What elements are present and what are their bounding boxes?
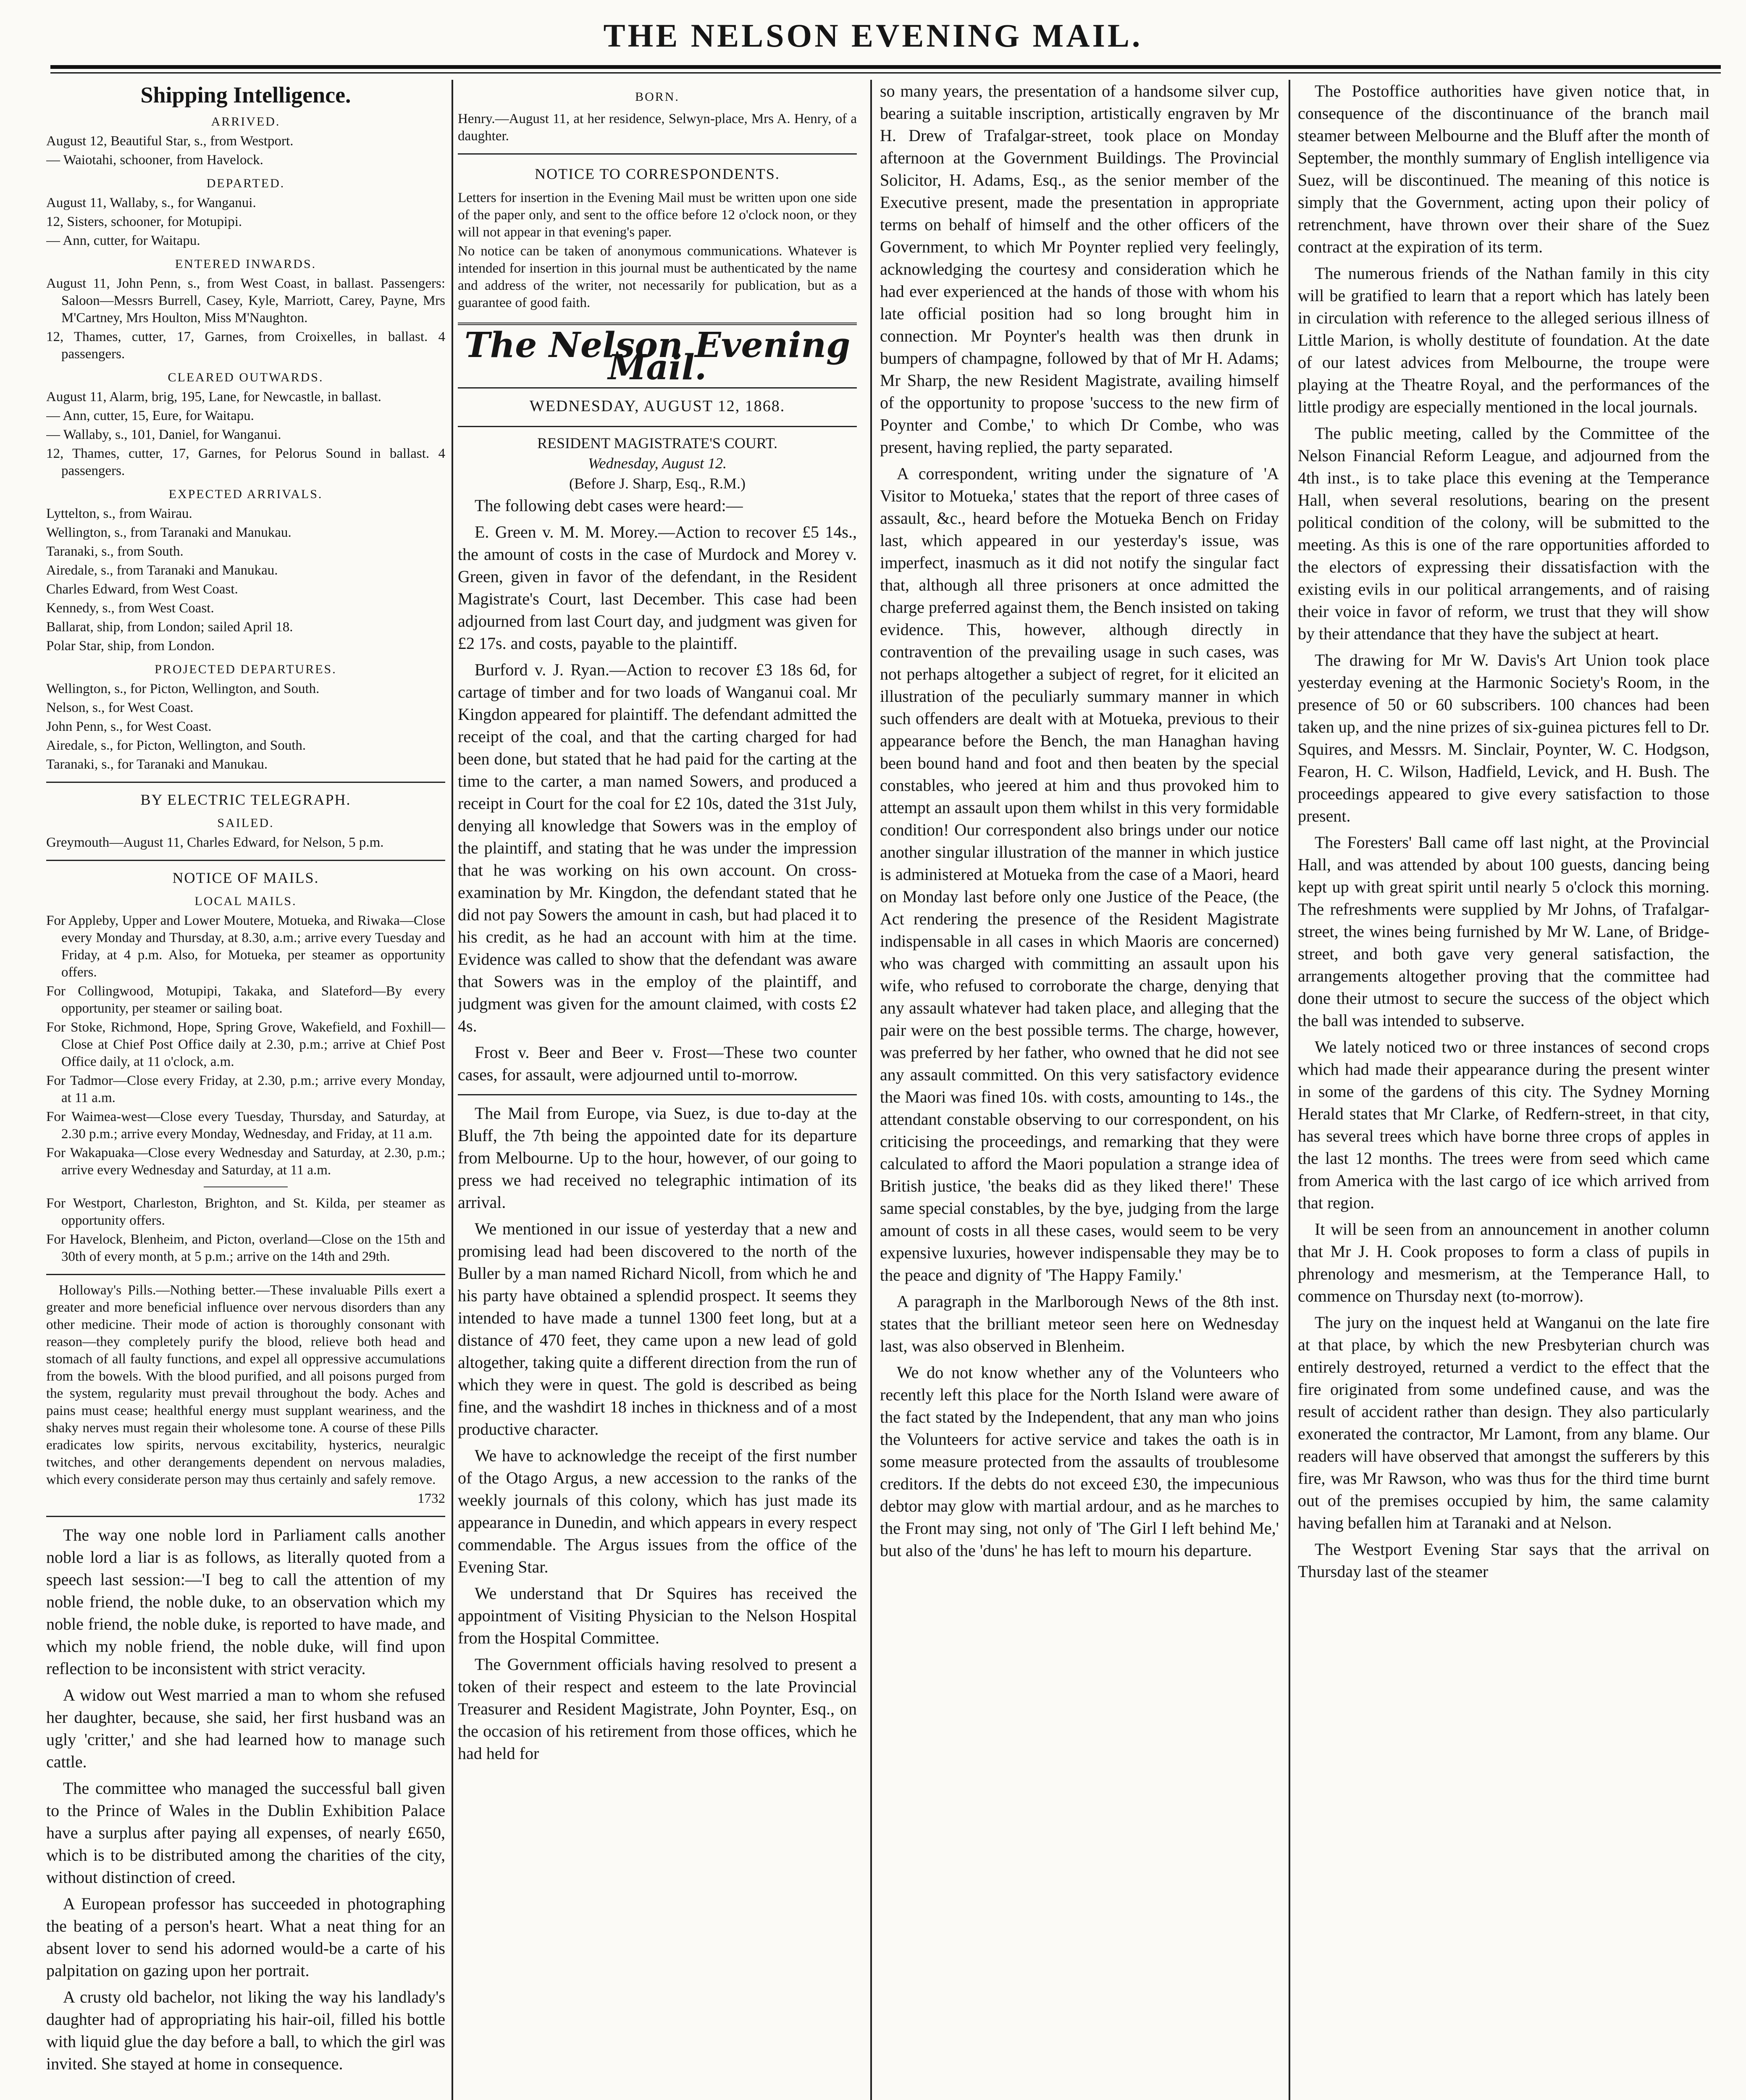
paragraph: E. Green v. M. M. Morey.—Action to recover £5 14s., the amount of costs in the case of Murdock and Morey v. Green, given in favor of the defendant, in the Resident Magistrate's Court, last December. This case had been adjourned from last Court day, and judgment was given for £2 17s. and costs, payable to the plaintiff. bbox=[458, 522, 857, 653]
list-item: Wellington, s., for Picton, Wellington, and South. bbox=[46, 681, 320, 696]
list-item: Taranaki, s., for Taranaki and Manukau. bbox=[46, 757, 268, 772]
paragraph: We mentioned in our issue of yesterday that a new and promising lead had been discovered to the north of the Buller by a man named Richard Nicoll, from which he and his party have obtained a splendid prospect. It seems they intended to have made a tunnel 1300 feet long, but at a distance of 470 feet, they came upon a new lead of gold altogether, taking quite a different direction from the run of which they were in quest. The gold is described as being fine, and the washdirt 18 inches in thickness and of a most productive character. bbox=[458, 1219, 857, 1438]
paragraph: The following debt cases were heard:— bbox=[475, 496, 743, 515]
list-item: Greymouth—August 11, Charles Edward, for Nelson, 5 p.m. bbox=[46, 835, 384, 850]
list-item: Charles Edward, from West Coast. bbox=[46, 582, 238, 597]
list-item: Nelson, s., for West Coast. bbox=[46, 700, 194, 715]
paragraph: Henry.—August 11, at her residence, Selwyn-place, Mrs A. Henry, of a daughter. bbox=[458, 111, 857, 144]
paragraph: A paragraph in the Marlborough News of the 8th inst. states that the brilliant meteor seen here on Wednesday last, was also observed in Blenheim. bbox=[880, 1292, 1279, 1355]
list-item: August 11, Wallaby, s., for Wanganui. bbox=[46, 195, 256, 210]
projected-heading: PROJECTED DEPARTURES. bbox=[155, 662, 337, 676]
paragraph: The Westport Evening Star says that the arrival on Thursday last of the steamer bbox=[1298, 1540, 1709, 1581]
paragraph: We understand that Dr Squires has received the appointment of Visiting Physician to the Nelson Hospital from the Hospital Committee. bbox=[458, 1584, 857, 1647]
list-item: For Westport, Charleston, Brighton, and St. Kilda, per steamer as opportunity offers. bbox=[46, 1196, 445, 1228]
column-divider bbox=[870, 80, 872, 2100]
list-item: Kennedy, s., from West Coast. bbox=[46, 601, 214, 616]
list-item: 12, Thames, cutter, 17, Garnes, for Pelorus Sound in ballast. 4 passengers. bbox=[46, 446, 445, 478]
list-item: 12, Sisters, schooner, for Motupipi. bbox=[46, 214, 242, 229]
list-item: August 11, John Penn, s., from West Coast, in ballast. Passengers: Saloon—Messrs Burrell, Casey, Kyle, Marriott, Carey, Payne, Mrs M'Cartney, Mrs Houlton, Miss M'Naughton. bbox=[46, 276, 445, 326]
list-item: Lyttelton, s., from Wairau. bbox=[46, 506, 192, 521]
paragraph: The numerous friends of the Nathan family in this city will be gratified to learn that a report which has lately been in circulation with reference to the alleged serious illness of Little Marion, is wholly destitute of foundation. At the date of our latest advices from Melbourne, the troupe were playing at the Theatre Royal, and the performances of the little prodigy are especially mentioned in the local journals. bbox=[1298, 264, 1709, 416]
paragraph: The drawing for Mr W. Davis's Art Union took place yesterday evening at the Harmonic Society's Room, in the presence of 50 or 60 subscribers. 100 chances had been taken up, and the nine prizes of six-guinea pictures fell to Dr. Squires, and Messrs. M. Sinclair, Poynter, W. C. Hodgson, Fearon, H. C. Wilson, Hadfield, Levick, and H. Bush. The proceedings appeared to give every satisfaction to those present. bbox=[1298, 651, 1709, 825]
correspondents-notice bbox=[458, 189, 857, 312]
list-item: — Waiotahi, schooner, from Havelock. bbox=[46, 152, 263, 168]
mails-heading: NOTICE OF MAILS. bbox=[172, 869, 319, 886]
divider bbox=[46, 860, 445, 861]
paragraph: It will be seen from an announcement in another column that Mr J. H. Cook proposes to form a class of pupils in phrenology and mesmerism, at the Temperance Hall, to commence on Thursday next (to-morrow). bbox=[1298, 1220, 1709, 1305]
list-item: Taranaki, s., from South. bbox=[46, 544, 184, 559]
list-item: August 12, Beautiful Star, s., from Westport. bbox=[46, 134, 294, 149]
list-item: For Collingwood, Motupipi, Takaka, and Slateford—By every opportunity, per steamer or sailing boat. bbox=[46, 984, 445, 1016]
paragraph: The Mail from Europe, via Suez, is due to-day at the Bluff, the 7th being the appointed date for its departure from Melbourne. Up to the hour, however, of our going to press we had received no telegraphic intimation of its arrival. bbox=[458, 1104, 857, 1212]
local-mails-heading: LOCAL MAILS. bbox=[194, 894, 297, 908]
list-item: For Havelock, Blenheim, and Picton, overland—Close on the 15th and 30th of every month, at 5 p.m.; arrive on the 14th and 29th. bbox=[46, 1232, 445, 1264]
list-item: — Wallaby, s., 101, Daniel, for Wanganui. bbox=[46, 427, 281, 442]
divider bbox=[204, 1186, 288, 1187]
column-divider bbox=[1289, 80, 1290, 2100]
paragraph: The jury on the inquest held at Wanganui on the late fire at that place, by which the new Presbyterian church was entirely destroyed, returned a verdict to the effect that the fire originated from some undefined cause, and was the result of accident rather than design. They also particularly exonerated the contractor, Mr Lamont, from any blame. Our readers will have observed that amongst the sufferers by this fire, was Mr Rawson, who was thus for the third time burnt out of the premises occupied by him, the same calamity having befallen him at Taranaki and at Nelson. bbox=[1298, 1313, 1709, 1532]
divider bbox=[46, 1516, 445, 1517]
column-2 bbox=[458, 80, 857, 2100]
entered-heading: ENTERED INWARDS. bbox=[175, 257, 317, 271]
list-item: — Ann, cutter, 15, Eure, for Waitapu. bbox=[46, 408, 254, 423]
column-3 bbox=[880, 80, 1279, 2100]
list-item: 12, Thames, cutter, 17, Garnes, from Croixelles, in ballast. 4 passengers. bbox=[46, 329, 445, 362]
column-4 bbox=[1298, 80, 1709, 2100]
nameplate: The Nelson Evening Mail. bbox=[464, 325, 851, 388]
paragraph: so many years, the presentation of a handsome silver cup, bearing a suitable inscription, artistically engraven by Mr H. Drew of Trafalgar-street, took place on Monday afternoon at the Government Buildings. The Provincial Solicitor, H. Adams, Esq., as the senior member of the Executive present, made the presentation in appropriate terms on behalf of himself and the other officers of the Government, to which Mr Poynter replied very feelingly, acknowledging the courtesy and consideration which he had ever experienced at the hands of those with whom his late official position had so long brought him in connection. Mr Poynter's health was then drunk in bumpers of champagne, followed by that of Mr H. Adams; Mr Sharp, the new Resident Magistrate, availing himself of the opportunity to propose 'success to the new firm of Poynter and Combe,' to which Dr Combe, who was present, having replied, the party separated. bbox=[880, 81, 1279, 457]
paragraph: The Government officials having resolved to present a token of their respect and esteem to the late Provincial Treasurer and Resident Magistrate, John Poynter, Esq., on the occasion of his retirement from those offices, which he had held for bbox=[458, 1655, 857, 1763]
departed-heading: DEPARTED. bbox=[206, 176, 285, 190]
shipping-heading: Shipping Intelligence. bbox=[140, 82, 351, 108]
masthead-rule-thin bbox=[50, 72, 1721, 74]
list-item: — Ann, cutter, for Waitapu. bbox=[46, 233, 200, 248]
list-item: For Tadmor—Close every Friday, at 2.30, p.m.; arrive every Monday, at 11 a.m. bbox=[46, 1073, 445, 1105]
telegraph-heading: BY ELECTRIC TELEGRAPH. bbox=[140, 791, 351, 808]
shipping-list bbox=[46, 113, 445, 1507]
masthead: THE NELSON EVENING MAIL. bbox=[603, 17, 1143, 54]
paragraph: The way one noble lord in Parliament calls another noble lord a liar is as follows, as literally quoted from a speech last session:—'I beg to call the attention of my noble friend, the noble duke, to an observation which my noble friend, the noble duke, is reported to have made, and which my noble friend, the noble duke, will find upon reflection to be inconsistent with strict veracity. bbox=[46, 1525, 445, 1678]
list-item: For Stoke, Richmond, Hope, Spring Grove, Wakefield, and Foxhill—Close at Chief Post Office daily at 2.30, p.m.; arrive at Chief Post Office daily, at 11 o'clock, a.m. bbox=[46, 1020, 445, 1069]
holloway-advert: Holloway's Pills.—Nothing better.—These invaluable Pills exert a greater and more beneficial influence over nervous disorders than any other medicine. Their mode of action is thoroughly consonant with reason—they completely purify the blood, relieve both head and stomach of all faulty functions, and expel all oppressive accumulations from the bowels. With the blood purified, and all poisons purged from the system, regularity must prevail throughout the body. Aches and pains must cease; healthful energy must supplant weariness, and the shaky nerves must regain their wholesome tone. A course of these Pills eradicates low spirits, nervous excitability, hysterics, neuralgic twitches, and other derangements dependent on nervous maladies, which every considerate person may thus certainly and safely remove. bbox=[46, 1283, 445, 1487]
list-item: For Wakapuaka—Close every Wednesday and Saturday, at 2.30, p.m.; arrive every Wednesday and Saturday, at 11 a.m. bbox=[46, 1145, 445, 1178]
paragraph: We lately noticed two or three instances of second crops which had made their appearance during the present winter in some of the gardens of this city. The Sydney Morning Herald states that Mr Clarke, of Redfern-street, in that city, has several trees which have borne three crops of apples in the last 12 months. The trees were from seed which came from America with the last cargo of ice which arrived from that region. bbox=[1298, 1037, 1709, 1212]
list-item: Ballarat, ship, from London; sailed April 18. bbox=[46, 620, 293, 635]
list-item: For Appleby, Upper and Lower Moutere, Motueka, and Riwaka—Close every Monday and Thursday, at 8.30, a.m.; arrive every Tuesday and Friday, at 4 p.m. Also, for Motueka, per steamer as opportunity offers. bbox=[46, 913, 445, 980]
divider bbox=[46, 782, 445, 783]
court-before: (Before J. Sharp, Esq., R.M.) bbox=[569, 475, 746, 492]
expected-heading: EXPECTED ARRIVALS. bbox=[168, 487, 323, 501]
column-1 bbox=[46, 80, 445, 2100]
list-item: Airedale, s., from Taranaki and Manukau. bbox=[46, 563, 278, 578]
list-item: Airedale, s., for Picton, Wellington, and South. bbox=[46, 738, 306, 753]
paragraph: We have to acknowledge the receipt of the first number of the Otago Argus, a new accession to the ranks of the weekly journals of this colony, which has just made its appearance in Dunedin, and which appears in every respect commendable. The Argus issues from the office of the Evening Star. bbox=[458, 1446, 857, 1576]
correspondents-heading: NOTICE TO CORRESPONDENTS. bbox=[535, 165, 780, 182]
list-item: August 11, Alarm, brig, 195, Lane, for Newcastle, in ballast. bbox=[46, 389, 381, 404]
paragraph: The committee who managed the successful ball given to the Prince of Wales in the Dublin Exhibition Palace have a surplus after paying all expenses, of nearly £650, which is to be distributed among the charities of the city, without distinction of creed. bbox=[46, 1779, 445, 1887]
divider bbox=[458, 153, 857, 155]
divider bbox=[46, 1274, 445, 1275]
list-item: For Waimea-west—Close every Tuesday, Thursday, and Saturday, at 2.30 p.m.; arrive every Monday, Wednesday, and Friday, at 11 a.m. bbox=[46, 1109, 445, 1142]
list-item: Polar Star, ship, from London. bbox=[46, 638, 215, 654]
court-date: Wednesday, August 12. bbox=[588, 455, 727, 472]
paragraph: A widow out West married a man to whom she refused her daughter, because, she said, her first husband was an ugly 'critter,' and she had learned how to manage such cattle. bbox=[46, 1685, 445, 1771]
paragraph: A crusty old bachelor, not liking the way his landlady's daughter had of appropriating his hair-oil, filled his bottle with liquid glue the day before a ball, to which the girl was invited. She stayed at home in consequence. bbox=[46, 1987, 445, 2073]
paragraph: Letters for insertion in the Evening Mail must be written upon one side of the paper only, and sent to the office before 12 o'clock noon, or they will not appear in that evening's paper. bbox=[458, 190, 857, 240]
issue-date: WEDNESDAY, AUGUST 12, 1868. bbox=[529, 397, 785, 415]
advert-number: 1732 bbox=[417, 1491, 445, 1506]
court-heading: RESIDENT MAGISTRATE'S COURT. bbox=[537, 435, 778, 452]
paragraph: The public meeting, called by the Committee of the Nelson Financial Reform League, and adjourned from the 4th inst., is to take place this evening at the Temperance Hall, when several resolutions, bearing on the present political condition of the colony, will be submitted to the meeting. As this is one of the rare opportunities afforded to the electors of expressing their dissatisfaction with the existing evils in our political arrangements, and of raising their voice in favor of reform, we trust that they will show by their attendance that they have the subject at heart. bbox=[1298, 424, 1709, 643]
paragraph: A European professor has succeeded in photographing the beating of a person's heart. What a neat thing for an absent lover to send his adorned would-be a carte of his palpitation on gazing upon her portrait. bbox=[46, 1894, 445, 1980]
divider bbox=[458, 426, 857, 427]
column-divider bbox=[452, 80, 453, 2100]
paragraph: The Postoffice authorities have given notice that, in consequence of the discontinuance of the branch mail steamer between Melbourne and the Bluff after the month of September, the monthly summary of English intelligence via Suez, will be discontinued. The meaning of this notice is simply that the Government, acting upon their policy of retrenchment, have thrown over their share of the Suez contract at the expiration of its term. bbox=[1298, 81, 1709, 256]
list-item: John Penn, s., for West Coast. bbox=[46, 719, 212, 734]
paragraph: No notice can be taken of anonymous communications. Whatever is intended for insertion in this journal must be authenticated by the name and address of the writer, not necessarily for publication, but as a guarantee of good faith. bbox=[458, 244, 857, 310]
paragraph: Frost v. Beer and Beer v. Frost—These two counter cases, for assault, were adjourned until to-morrow. bbox=[458, 1043, 857, 1084]
born-notice bbox=[458, 110, 857, 145]
divider bbox=[458, 1094, 857, 1095]
paragraph: Burford v. J. Ryan.—Action to recover £3 18s 6d, for cartage of timber and for two loads of Wanganui coal. Mr Kingdon appeared for plaintiff. The defendant admitted the receipt of the coal, and that the carting charged for had been done, but stated that he had paid for the carting at the time to the carter, a man named Sowers, and produced a receipt in Court for the coal for £2 10s, dated the 31st July, denying all knowledge that Sowers was in the employ of the plaintiff, and stating that he was under the impression that he was working on his own account. On cross-examination by Mr. Kingdon, the defendant stated that he did not pay Sowers the amount in cash, but had placed it to his credit, as he had an account with him at the time. Evidence was called to show that the defendant was aware that Sowers was in the employ of the plaintiff, and judgment was given for the amount claimed, with costs £2 4s. bbox=[458, 660, 857, 1035]
cleared-heading: CLEARED OUTWARDS. bbox=[168, 370, 324, 384]
born-heading: BORN. bbox=[635, 90, 680, 104]
sailed-heading: SAILED. bbox=[217, 816, 274, 830]
arrived-heading: ARRIVED. bbox=[211, 115, 281, 129]
paragraph: The Foresters' Ball came off last night, at the Provincial Hall, and was attended by about 100 guests, dancing being kept up with great spirit until nearly 5 o'clock this morning. The refreshments were supplied by Mr Johns, of Trafalgar-street, the wines being furnished by Mr W. Lane, of Bridge-street, and both gave very general satisfaction, the arrangements altogether proving that the committee had done their utmost to secure the success of the object which the ball was intended to subserve. bbox=[1298, 833, 1709, 1030]
paragraph: We do not know whether any of the Volunteers who recently left this place for the North Island were aware of the fact stated by the Independent, that any man who joins the Volunteers for active service and takes the oath is in some measure protected from the assaults of troublesome creditors. If the debts do not exceed £30, the impecunious debtor may glow with martial ardour, and as he marches to the Front may sing, not only of 'The Girl I left behind Me,' but also of the 'duns' he has left to mourn his departure. bbox=[880, 1363, 1279, 1560]
paragraph: A correspondent, writing under the signature of 'A Visitor to Motueka,' states that the report of three cases of assault, &c., heard before the Motueka Bench on Friday last, which appeared in our yesterday's issue, was imperfect, inasmuch as it did not notify the singular fact that, although all three prisoners at once admitted the charge preferred against them, the Bench insisted on taking evidence. This, however, although directly in contravention of the prevailing usage in such cases, was not perhaps altogether a subject of regret, for it elicited an illustration of the peculiarly summary manner in which such offenders are dealt with at Motueka, previous to their appearance before the Bench, the man Hanaghan having been bound hand and foot and then beaten by the special constables, who jeered at him and thus provoked him to attempt an assault upon them whilst in this very formidable condition! Our correspondent also brings under our notice another singular illustration of the manner in which justice is administered at Motueka from the case of a Maori, heard on Monday last before only one Justice of the Peace, (the Act rendering the presence of the Resident Magistrate indispensable in all cases in which Maoris are concerned) who was charged with committing an assault upon his wife, who refused to corroborate the charge, denying that any assault whatever had taken place, and alleging that the pair were on the best possible terms. The charge, however, was preferred by her father, who owned that he did not see any assault committed. On this very satisfactory evidence the Maori was fined 10s. with costs, amounting to 14s., the attendant constable observing to our correspondent, on his criticising the proceedings, and remarking that they were calculated to afford the Maori population a strange idea of British justice, 'the beaks did as they liked there!' These same special constables, by the bye, judging from the large amount of costs in all these cases, would seem to be very expensive luxuries, however indispensable they may be to the peace and dignity of 'The Happy Family.' bbox=[880, 464, 1279, 1284]
masthead-rule bbox=[50, 65, 1721, 69]
list-item: Wellington, s., from Taranaki and Manukau. bbox=[46, 525, 291, 540]
